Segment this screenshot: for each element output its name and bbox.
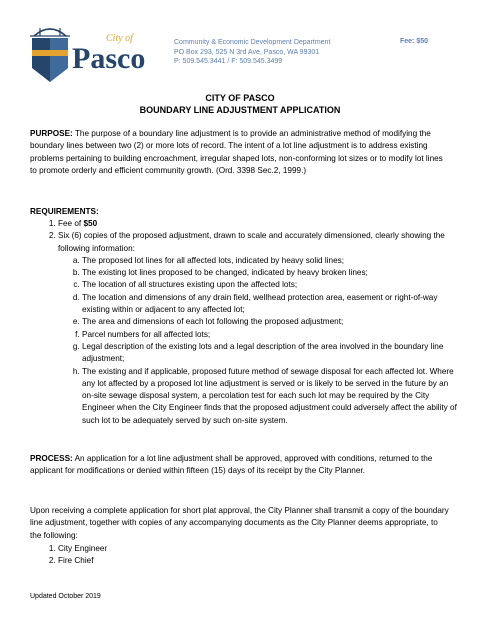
process-label: PROCESS:: [30, 454, 73, 463]
process-paragraph: [30, 453, 450, 478]
list-item: c. The location of all structures existing upon the affected lots;: [82, 279, 460, 291]
department-name: Community & Economic Development Department: [174, 39, 331, 46]
department-address: PO Box 293, 525 N 3rd Ave, Pasco, WA 99301: [174, 48, 320, 56]
requirements-label: REQUIREMENTS:: [30, 207, 99, 216]
footer-updated: Updated October 2019: [30, 593, 101, 600]
list-item: d. The location and dimensions of any drain field, wellhead protection area, easement or right-of-way existing within or adjacent to any affected lot;: [82, 292, 460, 317]
city-logo: [30, 24, 170, 84]
process-text: An application for a lot line adjustment shall be approved, approved with conditions, returned to the applicant for modifications or denied within fifteen (15) days of its receipt by the City Planner.: [30, 454, 433, 476]
list-item: 2. Fire Chief: [58, 555, 107, 567]
list-item: [58, 218, 460, 230]
list-item: e. The area and dimensions of each lot following the proposed adjustment;: [82, 316, 460, 328]
purpose-label: PURPOSE:: [30, 129, 73, 138]
fee-amount: $50: [83, 219, 98, 228]
logo-city-text: City of: [106, 33, 133, 44]
purpose-paragraph: [30, 128, 450, 177]
list-item: h. The existing and if applicable, proposed future method of sewage disposal for each affected lot. Where any lot affected by a proposed lot line adjustment is served or is likely to be served in the future by an on-site sewage disposal system, a percolation test for each such lot may be required by the City Engineer when the City Engineer finds that the proposed adjustment could adversely affect the ability of such lot to be adequately served by such on-site system.: [82, 366, 460, 427]
list-item: 1. City Engineer: [58, 543, 107, 555]
list-item: a. The proposed lot lines for all affected lots, indicated by heavy solid lines;: [82, 255, 460, 267]
pasco-logo-icon: [30, 24, 170, 84]
recipient-list: [28, 543, 107, 568]
purpose-text: The purpose of a boundary line adjustment is to provide an administrative method of modifying the boundary lines between two (2) or more lots of record. The intent of a lot line adjustment is to address existing problems pertaining to building encroachment, irregular shaped lots, non-conforming lot sizes or to modify lot lines to promote orderly and efficient community growth. (Ord. 3398 Sec.2, 1999.): [30, 129, 443, 175]
fee-prefix: Fee of: [58, 219, 84, 228]
copies-text: Six (6) copies of the proposed adjustment, drawn to scale and accurately dimensioned, clearly showing the following information:: [58, 231, 445, 253]
logo-name-text: Pasco: [72, 42, 146, 75]
department-block: [174, 38, 330, 67]
page-title-city: CITY OF PASCO: [205, 93, 275, 103]
page-title-form: BOUNDARY LINE ADJUSTMENT APPLICATION: [139, 105, 341, 115]
transmit-paragraph: Upon receiving a complete application for short plat approval, the City Planner shall transmit a copy of the boundary line adjustment, together with copies of any accompanying documents as the City Planner deems appropriate, to the following:: [30, 506, 449, 540]
list-item: g. Legal description of the existing lots and a legal description of the area involved in the boundary line adjustment;: [82, 341, 460, 366]
drawing-requirements-list: [58, 255, 460, 427]
list-item: f. Parcel numbers for all affected lots;: [82, 329, 460, 341]
header-fee: Fee: $50: [400, 38, 429, 45]
requirements-list: [28, 218, 460, 427]
list-item: [58, 230, 460, 427]
department-phone: P: 509.545.3441 / F: 509.545.3499: [174, 58, 283, 65]
list-item: b. The existing lot lines proposed to be changed, indicated by heavy broken lines;: [82, 267, 460, 279]
